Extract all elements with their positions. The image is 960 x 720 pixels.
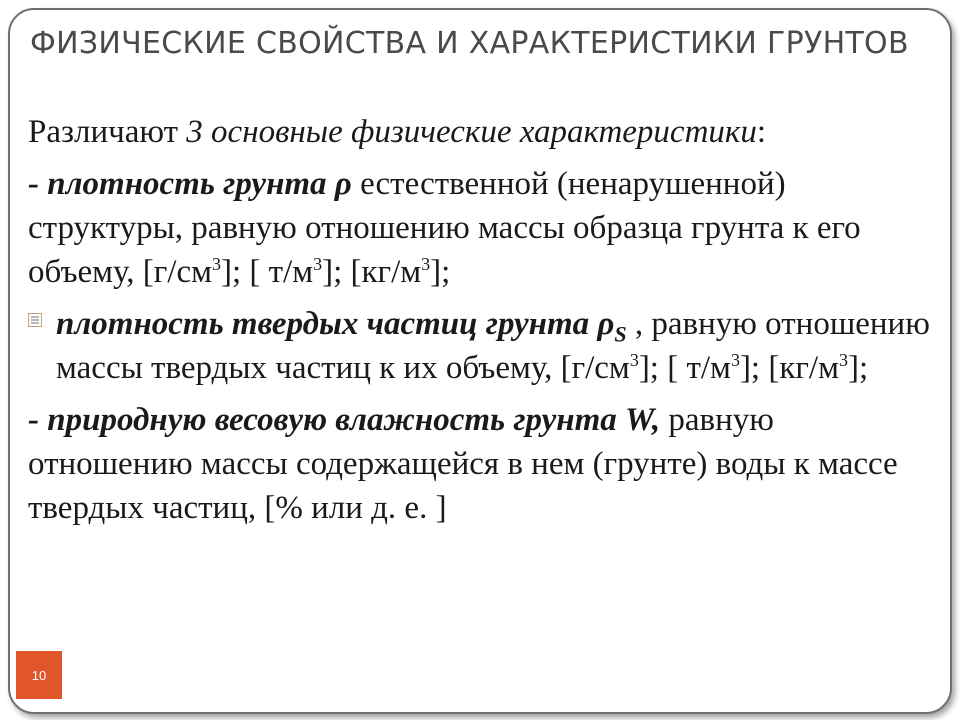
item-density-paragraph (28, 162, 943, 294)
item2-subscript: S (614, 321, 627, 347)
item-moisture-paragraph (28, 398, 943, 530)
item3-text: равную отношению массы содержащейся в нем (грунте) воды к массе твердых частиц, [% или д. е. ] (28, 402, 898, 526)
intro-text-c: : (756, 114, 767, 150)
item3-dash: - (28, 402, 48, 438)
item1-text: естественной (ненарушенной) структуры, равную отношению массы образца грунта к его объему, [г/см (28, 166, 861, 290)
item2-text-2: ]; [ т/м (638, 350, 731, 386)
item1-unit-exp-3: 3 (421, 254, 431, 274)
item2-text-4: ]; (847, 350, 869, 386)
item3-comma: , (651, 402, 661, 438)
item2-term: плотность твердых частиц грунта ρ (56, 306, 615, 342)
item-solid-density-paragraph (28, 302, 943, 390)
list-bullet-icon (28, 313, 42, 327)
item1-text-2: ]; [ т/м (220, 254, 314, 290)
item1-unit-exp-1: 3 (211, 254, 221, 274)
intro-text-b: 3 основные физические характеристики (186, 114, 757, 150)
item2-text-3: ]; [кг/м (739, 350, 839, 386)
intro-paragraph (28, 110, 943, 154)
slide-content (28, 110, 943, 538)
item2-unit-exp-2: 3 (730, 350, 740, 370)
item3-term: природную весовую влажность грунта W (47, 402, 652, 438)
item1-text-4: ]; (430, 254, 451, 290)
item2-unit-exp-1: 3 (629, 350, 639, 370)
page-number-badge: 10 (16, 651, 62, 699)
item1-dash: - (28, 166, 48, 202)
item2-text: , равную отношению массы твердых частиц к их объему, [г/см (56, 306, 930, 386)
intro-text-a: Различают (28, 114, 187, 150)
item1-text-3: ]; [кг/м (322, 254, 422, 290)
item1-term: плотность грунта ρ (47, 166, 352, 202)
item2-unit-exp-3: 3 (838, 350, 848, 370)
item1-unit-exp-2: 3 (313, 254, 323, 274)
slide-title: ФИЗИЧЕСКИЕ СВОЙСТВА И ХАРАКТЕРИСТИКИ ГРУНТОВ (30, 26, 909, 61)
